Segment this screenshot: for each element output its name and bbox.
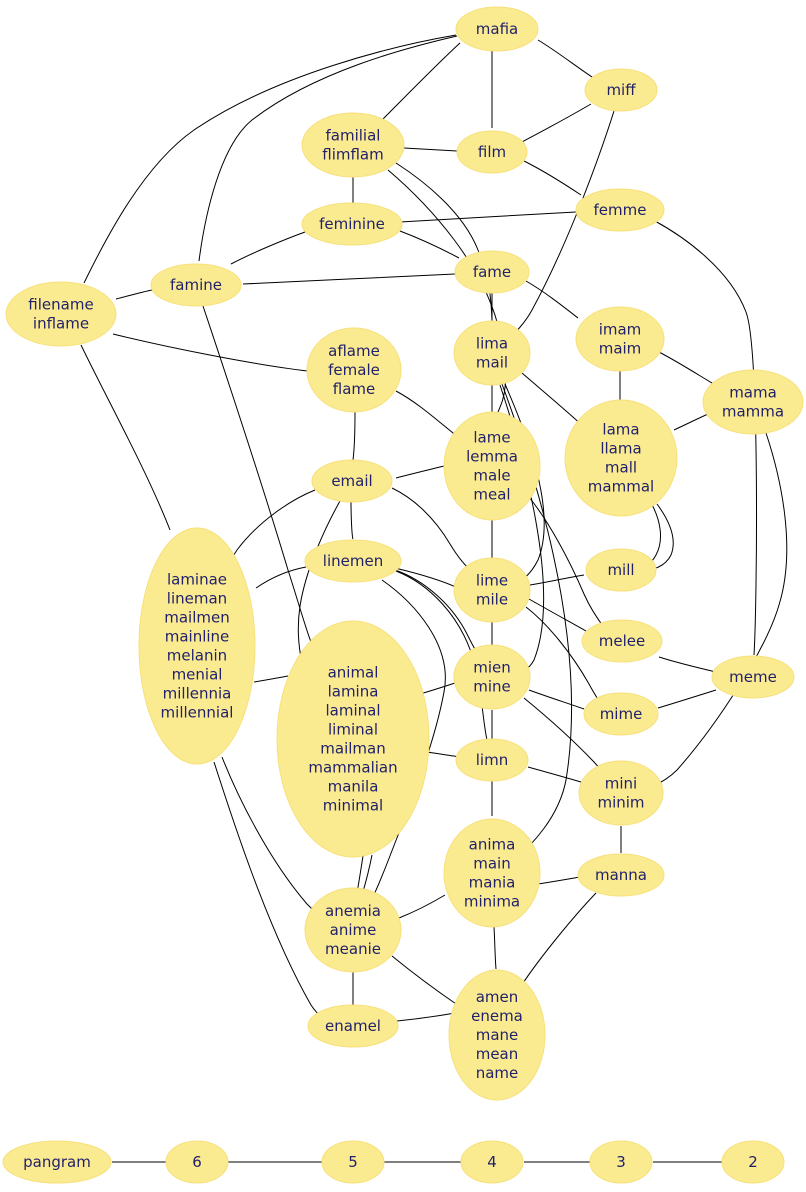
graph-node-pangram[interactable]: [3, 1141, 111, 1183]
graph-node-linemen[interactable]: [305, 540, 401, 582]
graph-node-filename[interactable]: [6, 282, 116, 346]
graph-node-famine[interactable]: [151, 264, 241, 306]
node-label: [319, 215, 385, 233]
graph-node-fame[interactable]: [455, 251, 529, 293]
graph-node-feminine[interactable]: [302, 203, 402, 245]
graph-edge: [521, 893, 596, 986]
node-label-line: lamina: [327, 682, 379, 700]
graph-node-mafia[interactable]: [456, 7, 538, 51]
node-label-line: manna: [594, 865, 648, 884]
node-label-line: meme: [729, 667, 777, 686]
node-label: [599, 320, 642, 357]
node-label: [722, 383, 784, 420]
node-label: [192, 1153, 202, 1171]
node-label-line: meanie: [325, 939, 381, 958]
node-label: [478, 143, 506, 161]
node-label: [331, 472, 372, 490]
node-label: [476, 751, 508, 769]
node-label-line: mime: [599, 704, 643, 723]
node-label-line: lima: [475, 334, 509, 352]
graph-edge: [529, 599, 586, 631]
node-label: [473, 263, 511, 281]
graph-node-lame[interactable]: [444, 412, 540, 520]
graph-node-amen[interactable]: [449, 970, 545, 1100]
node-label-line: melee: [598, 631, 646, 650]
node-label: [28, 295, 93, 332]
node-label-line: 2: [748, 1152, 758, 1171]
node-label: [325, 902, 381, 958]
node-label-line: 4: [487, 1152, 497, 1171]
node-label-line: fame: [472, 262, 512, 281]
graph-node-three[interactable]: [590, 1141, 652, 1183]
node-label-line: feminine: [319, 214, 385, 233]
node-label-line: miff: [606, 80, 636, 99]
node-label: [476, 334, 508, 371]
graph-edge: [529, 690, 584, 709]
node-label-line: llama: [600, 439, 642, 457]
node-label-line: mall: [604, 458, 638, 476]
node-label: [476, 20, 518, 38]
node-label-line: mafia: [475, 19, 519, 38]
graph-node-email[interactable]: [312, 460, 392, 502]
node-label-line: laminal: [325, 701, 381, 719]
node-label: [476, 571, 508, 608]
graph-node-mini[interactable]: [579, 761, 663, 825]
graph-node-anemia[interactable]: [305, 888, 401, 972]
graph-edge: [381, 43, 460, 121]
graph-edge: [659, 657, 716, 672]
graph-edge: [243, 274, 455, 284]
node-label-line: meal: [473, 485, 511, 503]
node-label-line: enamel: [325, 1016, 381, 1035]
graph-node-four[interactable]: [461, 1141, 523, 1183]
node-label-line: lemma: [466, 447, 518, 465]
node-label-line: mini: [604, 774, 638, 792]
graph-node-manna[interactable]: [578, 854, 664, 896]
node-label-line: minim: [597, 793, 645, 811]
graph-node-familial[interactable]: [302, 113, 404, 177]
graph-node-meme[interactable]: [712, 656, 794, 698]
graph-edge: [113, 334, 308, 371]
node-label-line: mama: [729, 383, 777, 401]
graph-edge: [404, 148, 457, 151]
node-label-line: inflame: [32, 314, 90, 332]
node-label-line: anime: [329, 920, 377, 939]
graph-edge: [396, 163, 492, 321]
node-label: [328, 342, 380, 398]
node-label-line: mailmen: [164, 608, 230, 626]
node-label-line: 3: [616, 1152, 626, 1171]
node-label-line: enema: [471, 1006, 523, 1025]
graph-node-enamel[interactable]: [308, 1005, 398, 1047]
node-label-line: mania: [468, 873, 516, 891]
node-label-line: millennial: [160, 703, 234, 721]
graph-node-aflame[interactable]: [307, 328, 401, 412]
graph-edge: [396, 466, 444, 478]
graph-node-animal[interactable]: [277, 621, 429, 857]
node-label-line: filename: [28, 295, 94, 313]
node-label-line: famine: [170, 275, 222, 294]
node-label: [170, 276, 222, 294]
graph-edge: [658, 690, 716, 708]
node-label-line: lineman: [166, 589, 228, 607]
graph-node-film[interactable]: [457, 131, 527, 173]
graph-edge: [528, 767, 581, 782]
node-label-line: mailman: [320, 739, 386, 757]
node-label: [595, 866, 647, 884]
node-label-line: mainline: [164, 627, 230, 645]
node-label: [599, 632, 645, 650]
graph-node-lima[interactable]: [454, 321, 530, 385]
node-label: [23, 1153, 91, 1171]
node-label: [607, 561, 634, 579]
node-label-line: flimflam: [322, 145, 384, 163]
graph-node-melee[interactable]: [582, 620, 662, 662]
graph-edge: [81, 345, 170, 530]
graph-edge: [538, 877, 580, 884]
graph-node-mien[interactable]: [454, 645, 530, 709]
node-label-line: melanin: [166, 646, 228, 664]
node-label-line: 5: [348, 1152, 358, 1171]
graph-edge: [353, 412, 355, 460]
graph-node-miff[interactable]: [585, 69, 657, 111]
graph-node-limn[interactable]: [456, 739, 528, 781]
node-label: [466, 428, 518, 503]
graph-edge: [399, 895, 445, 918]
graph-edge: [518, 104, 591, 144]
node-label-line: minimal: [322, 796, 384, 814]
node-label-line: anima: [468, 835, 516, 853]
graph-node-imam[interactable]: [576, 307, 664, 371]
node-label-line: maim: [598, 339, 642, 357]
node-label-line: manila: [327, 777, 379, 795]
graph-edge: [351, 502, 353, 539]
node-label: [323, 552, 383, 570]
node-label-line: female: [328, 360, 380, 379]
graph-edge: [420, 682, 458, 694]
node-label-line: name: [475, 1063, 519, 1082]
graph-edge: [256, 567, 306, 588]
node-label: [322, 126, 383, 163]
node-label-line: laminae: [166, 570, 228, 588]
node-label: [729, 668, 777, 686]
node-label-line: millennia: [162, 684, 232, 702]
node-label-line: lame: [473, 428, 511, 446]
node-label-line: male: [473, 466, 511, 484]
node-label-line: familial: [325, 126, 381, 144]
node-label-line: mamma: [721, 402, 785, 420]
node-label-line: femme: [593, 200, 647, 219]
node-label-line: limn: [475, 750, 509, 769]
node-label-line: liminal: [328, 720, 378, 738]
graph-node-lama[interactable]: [565, 400, 677, 516]
graph-node-six[interactable]: [166, 1141, 228, 1183]
node-label: [471, 988, 523, 1082]
graph-edge: [254, 676, 288, 682]
node-label-line: minima: [463, 892, 521, 910]
graph-edge: [231, 232, 305, 264]
node-label-line: mine: [473, 677, 511, 695]
node-label-line: mail: [475, 353, 509, 371]
graph-edge: [530, 575, 584, 585]
node-label-line: mammal: [587, 477, 655, 495]
node-label-line: mien: [473, 658, 511, 676]
node-label-line: mean: [475, 1044, 519, 1063]
graph-node-mime[interactable]: [584, 693, 658, 735]
node-label-line: 6: [192, 1152, 202, 1171]
graph-node-five[interactable]: [322, 1141, 384, 1183]
node-label-line: aflame: [328, 341, 380, 360]
node-label: [473, 658, 511, 695]
graph-edge: [427, 752, 461, 757]
node-label: [594, 201, 647, 219]
node-label-line: mane: [475, 1025, 519, 1044]
node-label-line: main: [473, 854, 511, 872]
node-label-line: mile: [475, 590, 509, 608]
graph-node-mama[interactable]: [703, 370, 803, 434]
graph-edge: [526, 281, 578, 318]
node-label: [161, 570, 234, 721]
graph-edge: [494, 927, 496, 969]
node-label-line: menial: [171, 665, 223, 683]
node-label-line: lime: [475, 571, 509, 589]
node-label: [348, 1153, 358, 1171]
node-label-line: animal: [327, 663, 379, 681]
node-label-line: flame: [332, 379, 376, 398]
graph-node-two[interactable]: [722, 1141, 784, 1183]
node-label-line: lama: [602, 420, 640, 438]
graph-edge: [116, 290, 152, 299]
node-label-line: mill: [607, 560, 635, 579]
graph-edge: [400, 212, 576, 222]
graph-node-laminae[interactable]: [139, 528, 255, 764]
node-label-line: mammalian: [308, 758, 398, 776]
node-label: [748, 1153, 758, 1171]
graph-node-lime[interactable]: [454, 558, 530, 622]
node-label: [325, 1017, 381, 1035]
graph-node-femme[interactable]: [576, 189, 664, 231]
node-label-line: imam: [598, 320, 642, 338]
node-label-line: anemia: [325, 901, 381, 920]
graph-edge: [397, 1013, 455, 1021]
graph-node-mill[interactable]: [586, 549, 656, 591]
node-label: [616, 1153, 626, 1171]
graph-edge: [659, 352, 717, 386]
node-label-line: film: [477, 142, 507, 161]
graph-edge: [652, 433, 787, 787]
node-label: [464, 835, 520, 910]
node-label: [600, 705, 643, 723]
graph-edge: [524, 161, 581, 195]
node-label: [487, 1153, 497, 1171]
graph-edge: [396, 391, 458, 437]
graph-node-anima[interactable]: [444, 819, 540, 927]
graph-edge: [538, 40, 595, 79]
node-label: [606, 81, 636, 99]
graph-edge: [395, 568, 458, 588]
node-label-line: email: [331, 471, 373, 490]
node-label-line: amen: [475, 987, 519, 1006]
graph-edge: [392, 956, 459, 1006]
node-label-line: linemen: [322, 551, 384, 570]
node-label-line: pangram: [23, 1152, 91, 1171]
